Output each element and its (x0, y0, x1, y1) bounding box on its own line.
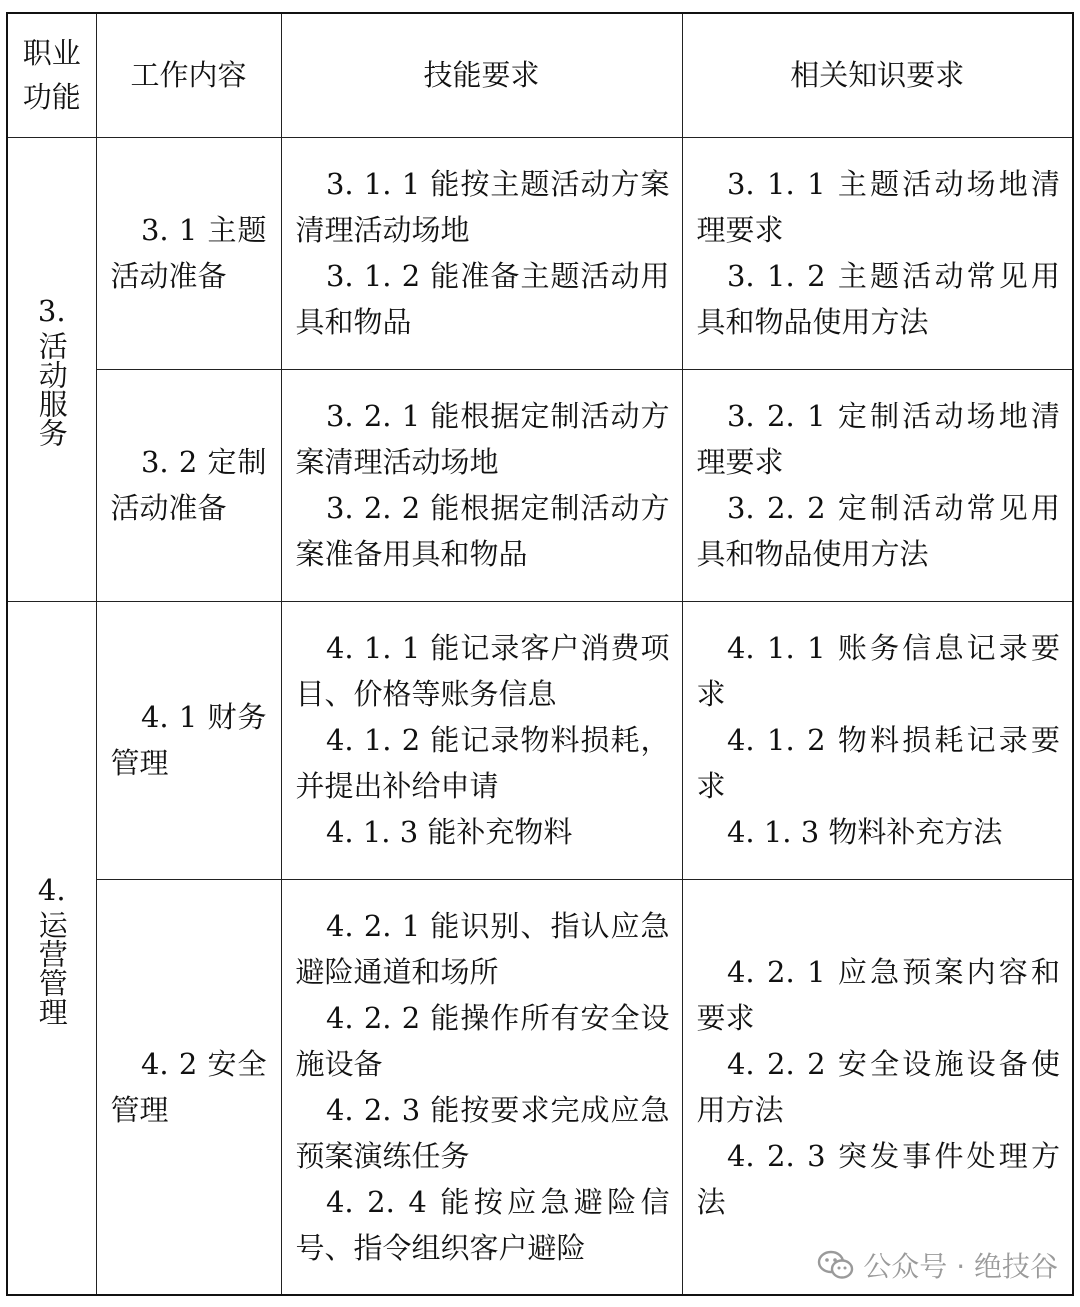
skill-item: 4. 2. 3 能按要求完成应急预案演练任务 (295, 1092, 670, 1173)
content-text: 4. 2 安全管理 (110, 1046, 267, 1127)
knowledge-item: 3. 1. 2 主题活动常见用具和物品使用方法 (696, 259, 1060, 339)
skill-item: 3. 1. 2 能准备主题活动用具和物品 (295, 259, 670, 339)
table-row (7, 369, 1073, 601)
skills-cell (281, 601, 682, 879)
skill-item: 3. 1. 1 能按主题活动方案清理活动场地 (295, 167, 670, 247)
function-number: 4. (37, 872, 66, 907)
table-row (7, 879, 1073, 1295)
header-skills: 技能要求 (281, 13, 682, 137)
skill-item: 4. 1. 1 能记录客户消费项目、价格等账务信息 (295, 631, 670, 711)
header-function: 职业功能 (7, 13, 96, 137)
table-header-row (7, 13, 1073, 137)
function-name: 活动服务 (34, 331, 69, 447)
content-cell (96, 879, 281, 1295)
watermark-text: 公众号 · 绝技谷 (863, 1250, 1058, 1283)
knowledge-item: 4. 1. 2 物料损耗记录要求 (696, 723, 1060, 803)
knowledge-item: 4. 2. 2 安全设施设备使用方法 (696, 1046, 1060, 1127)
header-knowledge: 相关知识要求 (682, 13, 1073, 137)
function-number: 3. (37, 294, 66, 328)
table-row (7, 601, 1073, 879)
skill-item: 4. 1. 2 能记录物料损耗，并提出补给申请 (295, 723, 670, 803)
skills-cell (281, 879, 682, 1295)
function-cell (7, 137, 96, 601)
knowledge-cell (682, 137, 1073, 369)
knowledge-item: 4. 1. 1 账务信息记录要求 (696, 631, 1060, 711)
content-cell (96, 369, 281, 601)
content-text: 3. 1 主题活动准备 (110, 213, 267, 293)
knowledge-item: 3. 2. 2 定制活动常见用具和物品使用方法 (696, 491, 1060, 571)
knowledge-cell (682, 879, 1073, 1295)
skill-item: 4. 2. 2 能操作所有安全设施设备 (295, 1000, 670, 1081)
skills-standard-table (6, 12, 1074, 1296)
knowledge-item: 4. 1. 3 物料补充方法 (726, 815, 1003, 849)
wechat-icon (817, 1249, 855, 1281)
table-row (7, 137, 1073, 369)
watermark (817, 1245, 1058, 1285)
skill-item: 4. 2. 1 能识别、指认应急避险通道和场所 (295, 908, 670, 989)
content-text: 3. 2 定制活动准备 (110, 445, 267, 525)
knowledge-item: 4. 2. 3 突发事件处理方法 (696, 1138, 1060, 1219)
skill-item: 3. 2. 1 能根据定制活动方案清理活动场地 (295, 399, 670, 479)
skills-cell (281, 369, 682, 601)
knowledge-cell (682, 369, 1073, 601)
knowledge-item: 4. 2. 1 应急预案内容和要求 (696, 954, 1060, 1035)
skill-item: 4. 2. 4 能按应急避险信号、指令组织客户避险 (295, 1184, 670, 1265)
knowledge-cell (682, 601, 1073, 879)
function-name: 运营管理 (34, 909, 69, 1026)
knowledge-item: 3. 1. 1 主题活动场地清理要求 (696, 167, 1060, 247)
skill-item: 4. 1. 3 能补充物料 (325, 815, 573, 849)
content-cell (96, 601, 281, 879)
knowledge-item: 3. 2. 1 定制活动场地清理要求 (696, 399, 1060, 479)
skills-cell (281, 137, 682, 369)
content-text: 4. 1 财务管理 (110, 700, 267, 780)
skill-item: 3. 2. 2 能根据定制活动方案准备用具和物品 (295, 491, 670, 571)
function-cell (7, 601, 96, 1295)
content-cell (96, 137, 281, 369)
header-content: 工作内容 (96, 13, 281, 137)
